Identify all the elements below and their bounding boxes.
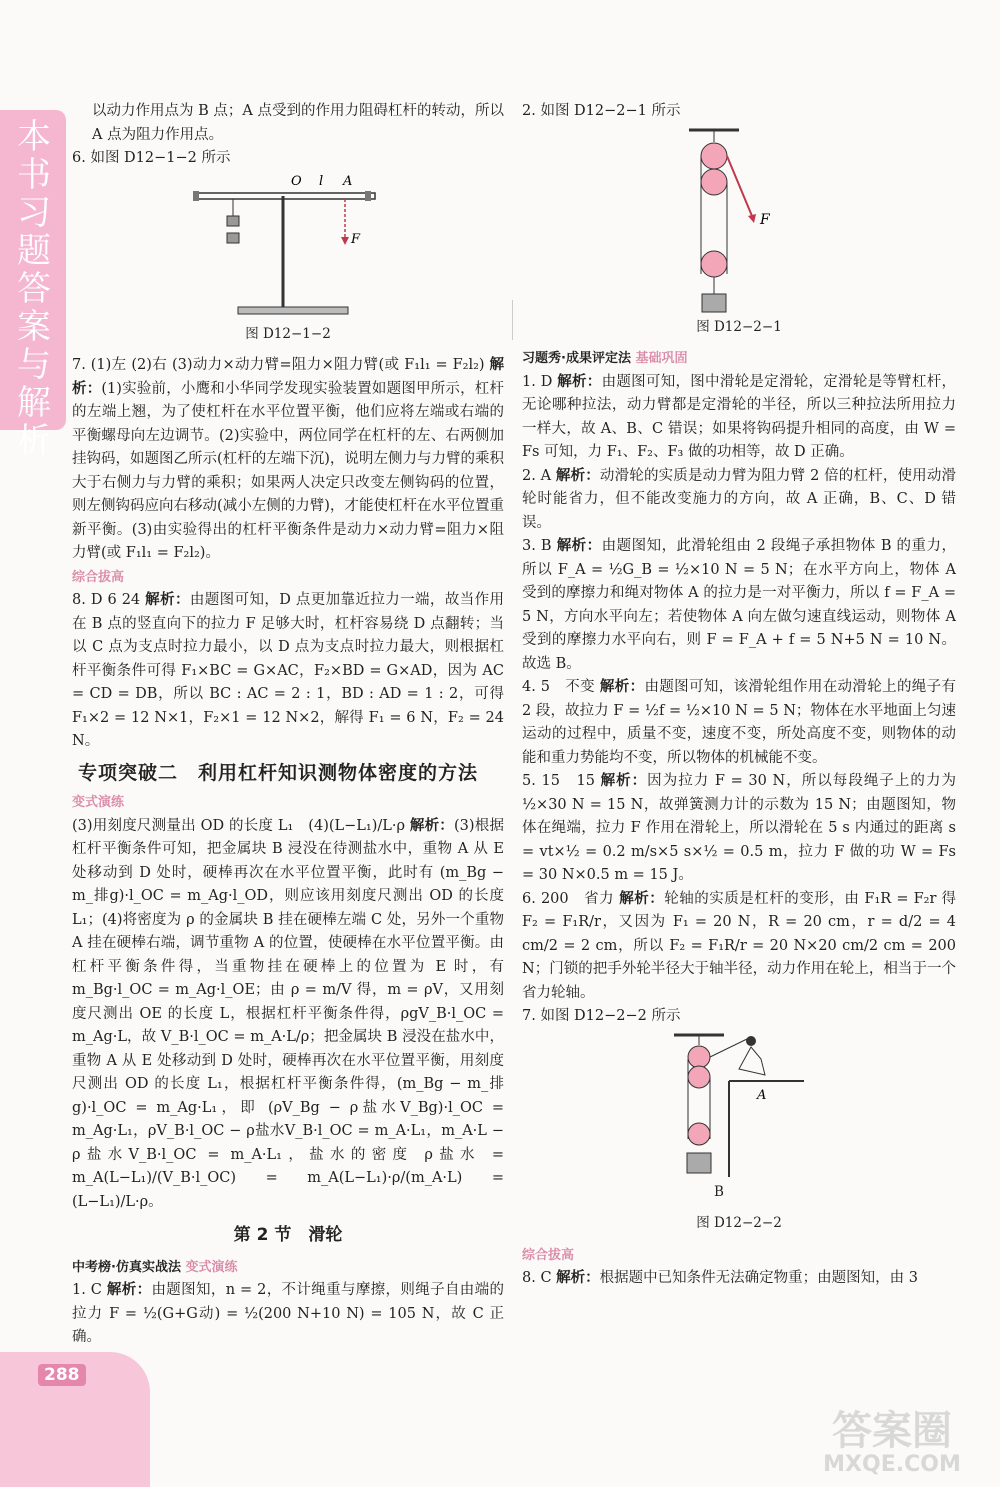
answer-density: (3)用刻度尺测量出 OD 的长度 L₁ (4)(L−L₁)/L·ρ 解析：(3)根据杠杆平衡条件可知，把金属块 B 浸没在待测盐水中，重物 A 从 E 处移动到 D 处时，硬棒再次在水平位置平衡，此时有 (m_Bg − m_排g)·l_OC = m_Ag·l_OD，则应该用刻度尺测出 OD 的长度 L₁；(4)将密度为 ρ 的金属块 B 挂在硬棒左端 C 处，另外一个重物 A 挂在硬棒右端，调节重物 A 的位置，使硬棒在水平位置平衡。由杠杆平衡条件得，当重物挂在硬棒上的位置为 E 时，有 m_Bg·l_OC = m_Ag·l_OE；由 ρ = m/V 得，m = ρV，又用刻度尺测出 OE 的长度 L，根据杠杆平衡条件得，ρgV_B·l_OC = m_Ag·L，故 V_B·l_OC = m_A·L/ρ；把金属块 B 浸没在盐水中，重物 A 从 E 处移动到 D 处时，硬棒再次在水平位置平衡，用刻度尺测出 OD 的长度 L₁，根据杠杆平衡条件得，(m_Bg − m_排g)·l_OC = m_Ag·L₁，即 (ρV_Bg − ρ盐水V_Bg)·l_OC = m_Ag·L₁，ρV_B·l_OC − ρ盐水V_B·l_OC = m_A·L₁，m_A·L − ρ盐水V_B·l_OC = m_A·L₁，盐水的密度 ρ盐水 = m_A(L−L₁)/(V_B·l_OC) = m_A(L−L₁)·ρ/(m_A·L) = (L−L₁)/L·ρ。: [72, 817, 504, 1210]
pulley-figure: [684, 124, 794, 314]
right-column: [522, 100, 956, 1291]
section-title: 专项突破二 利用杠杆知识测物体密度的方法: [78, 761, 479, 784]
figure-caption: 图 D12−2−2: [696, 1215, 782, 1231]
answer-6: 6. 如图 D12−1−2 所示: [72, 150, 231, 166]
figure-caption: 图 D12−1−2: [245, 325, 331, 342]
fig-label-o: O: [291, 173, 302, 189]
answer-7: 7. (1)左 (2)右 (3)动力×动力臂=阻力×阻力臂(或 F₁l₁ = F₂l₂) 解析：(1)实验前，小鹰和小华同学发现实验装置如题图甲所示，杠杆的左端上翘，为了使杠杆在水平位置平衡，他们应将左端或右端的平衡螺母向左边调节。(2)实验中，两位同学在杠杆的左、右两侧加挂钩码，如题图乙所示(杠杆的左端下沉)，说明左侧力与力臂的乘积大于右侧力与力臂的乘积；如果两人决定只改变左侧钩码的位置，则左侧钩码应向右移动(减小左侧的力臂)，才能使杠杆在水平位置重新平衡。(3)由实验得出的杠杆平衡条件是动力×动力臂=阻力×阻力臂(或 F₁l₁ = F₂l₂)。: [72, 357, 504, 561]
answer-7: 7. 如图 D12−2−2 所示: [522, 1008, 681, 1024]
watermark: [802, 1409, 982, 1477]
fig-label-f: F: [351, 231, 361, 247]
section-tag: 综合拔高: [72, 569, 125, 585]
answer-1: 1. D 解析：由题图可知，图中滑轮是定滑轮，定滑轮是等臂杠杆，无论哪种拉法，动力臂都是定滑轮的半径，所以三种拉法所用拉力一样大，故 A、B、C 错误；如果将钩码提升相同的高度，由 W = Fs 可知，力 F₁、F₂、F₃ 做的功相等，故 D 正确。: [522, 373, 957, 460]
answer-3: 3. B 解析：由题图知，此滑轮组由 2 段绳子承担物体 B 的重力，所以 F_A = ½G_B = ½×10 N = 5 N；在水平方向上，物体 A 受到的摩擦力和绳对物体 A 的拉力是一对平衡力，所以 f = F_A = 5 N，方向水平向左；若使物体 A 向左做匀速直线运动，则物体 A 受到的摩擦力水平向右，则 F = F_A + f = 5 N+5 N = 10 N。故选 B。: [522, 538, 957, 672]
page-corner: [0, 1352, 150, 1487]
answer-4: 4. 5 不变 解析：由题图可知，该滑轮组作用在动滑轮上的绳子有 2 段，故拉力 F = ½f = ½×10 N = 5 N；物体在水平地面上匀速运动的过程中，质量不变，速度不变，所处高度不变，则物体的动能和重力势能均不变，所以物体的机械能不变。: [522, 679, 957, 766]
answer-8: 8. D 6 24 解析：由题图可知，D 点更加靠近拉力一端，故当作用在 B 点的竖直向下的拉力 F 足够大时，杠杆容易绕 D 点翻转；当以 C 点为支点时拉力最小，以 D 点为支点时拉力最大，则根据杠杆平衡条件可得 F₁×BC = G×AC，F₂×BD = G×AD，因为 AC = CD = DB，所以 BC : AC = 2 : 1，BD : AD = 1 : 2，可得 F₁×2 = 12 N×1，F₂×1 = 12 N×2，解得 F₁ = 6 N，F₂ = 24 N。: [72, 592, 505, 749]
answer-text: 以动力作用点为 B 点；A 点受到的作用力阻碍杠杆的转动，所以 A 点为阻力作用点。: [92, 103, 504, 143]
fig-label-b: B: [714, 1183, 724, 1200]
answer-pulley-1: 1. C 解析：由题图知，n = 2，不计绳重与摩擦，则绳子自由端的拉力 F = ½(G+G动) = ½(200 N+10 N) = 105 N，故 C 正确。: [72, 1282, 505, 1345]
left-column: [72, 100, 504, 1350]
fig-label-l: l: [319, 173, 324, 189]
section-tag: 变式演练: [72, 795, 125, 810]
fig-label-a: A: [343, 173, 353, 189]
section-title: 第 2 节 滑轮: [233, 1225, 343, 1245]
section-band: 习题秀·成果评定法 基础巩固: [522, 351, 688, 366]
sidebar-title: 本书习题答案与解析: [17, 117, 51, 461]
column-divider: [512, 300, 513, 340]
watermark-line2: MXQE.COM: [823, 1452, 961, 1477]
figure-caption: 图 D12−2−1: [696, 318, 782, 335]
page-number: 288: [38, 1364, 86, 1386]
watermark-line1: 答案圈: [832, 1408, 952, 1454]
fig-label-a: A: [757, 1087, 767, 1103]
section-tag: 综合拔高: [522, 1247, 575, 1263]
section-band: 中考榜·仿真实战法 变式演练: [72, 1259, 238, 1275]
fig-label-f: F: [760, 211, 770, 228]
answer-2: 2. 如图 D12−2−1 所示: [522, 103, 681, 119]
answer-2b: 2. A 解析：动滑轮的实质是动力臂为阻力臂 2 倍的杠杆，使用动滑轮时能省力，但不能改变施力的方向，故 A 正确，B、C、D 错误。: [522, 467, 957, 531]
answer-5: 5. 15 15 解析：因为拉力 F = 30 N，所以每段绳子上的力为 ½×30 N = 15 N，故弹簧测力计的示数为 15 N；由题图知，物体在绳端，拉力 F 作用在滑轮上，所以滑轮在 5 s 内通过的距离 s = vt×½ = 0.2 m/s×5 s×½ = 0.5 m，拉力 F 做的功 W = Fs = 30 N×0.5 m = 15 J。: [522, 773, 956, 883]
pulley-ramp-figure: [669, 1029, 809, 1179]
lever-figure: [193, 171, 383, 321]
answer-6: 6. 200 省力 解析：轮轴的实质是杠杆的变形，由 F₁R = F₂r 得 F₂ = F₁R/r，又因为 F₁ = 20 N，R = 20 cm，r = d/2 = 4 cm/2 = 2 cm，所以 F₂ = F₁R/r = 20 N×20 cm/2 cm = 200 N；门锁的把手外轮半径大于轴半径，动力作用在轮上，相当于一个省力轮轴。: [522, 890, 957, 1001]
answer-8: 8. C 解析：根据题中已知条件无法确定物重；由题图知，由 3: [522, 1270, 918, 1286]
